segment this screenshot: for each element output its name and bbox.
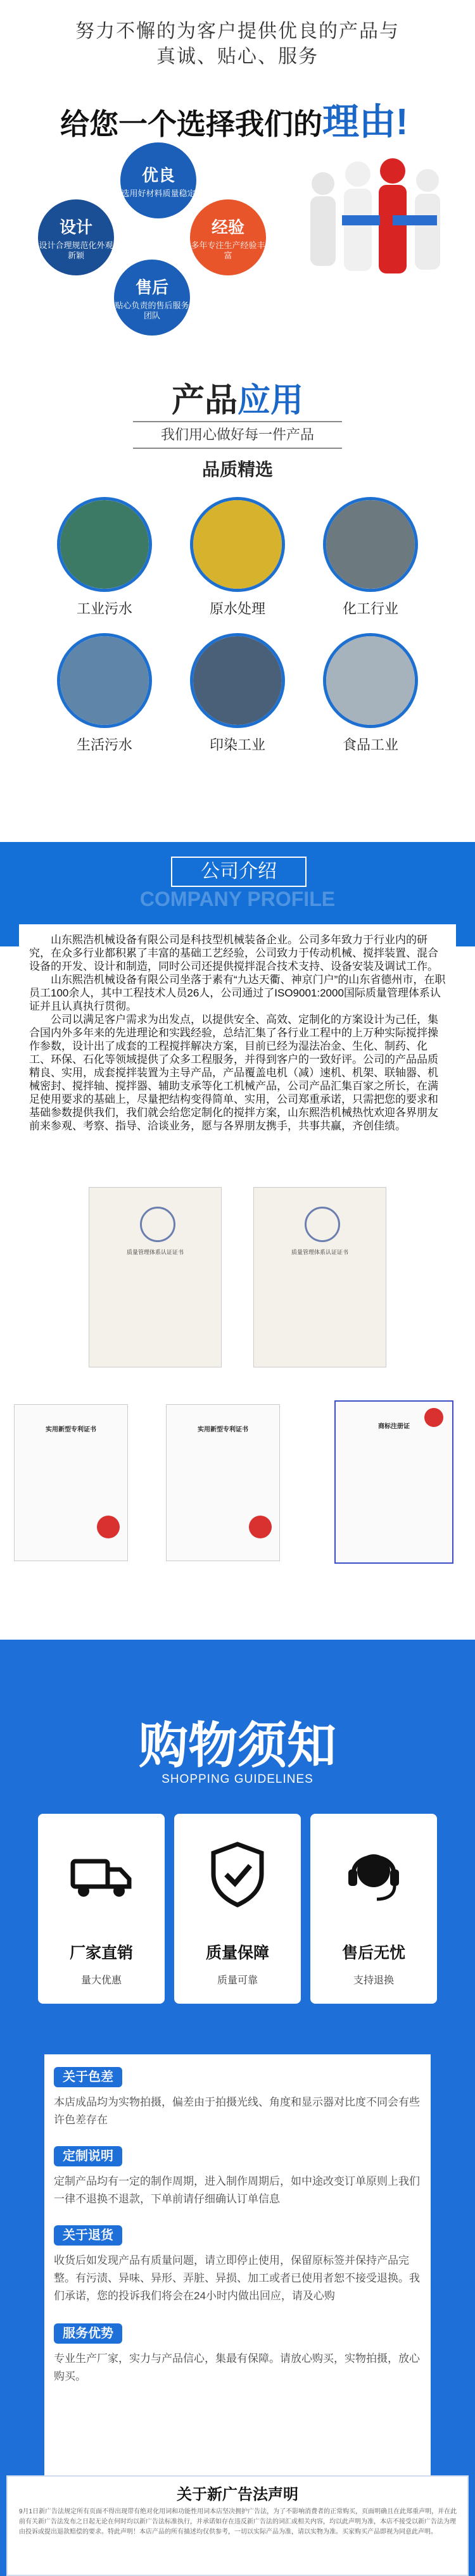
section-tag-custom: 定制说明 <box>54 2146 122 2166</box>
title-prefix: 给您一个选择我们的 <box>60 108 322 141</box>
reason-quality <box>120 142 196 218</box>
company-ghost-text: COMPANY PROFILE <box>139 888 336 910</box>
certificate-title: 实用新型专利证书 <box>46 1426 96 1433</box>
certificate-title: 商标注册证 <box>378 1423 410 1430</box>
title-suffix: ! <box>396 101 408 142</box>
reason-experience <box>190 199 266 275</box>
red-stamp <box>97 1516 120 1538</box>
reason-title: 优良 <box>141 165 175 185</box>
card-label: 厂家直销 <box>69 1944 133 1962</box>
products-title-prefix: 产品 <box>171 382 238 419</box>
hero-section <box>0 0 475 355</box>
section-text: 定制产品均有一定的制作周期，进入制作周期后，如中途改变订单原则上我们一律不退换不退款，下单前请仔细确认订单信息 <box>54 2175 420 2205</box>
certificate-seal <box>305 1207 340 1242</box>
products-title <box>0 374 475 421</box>
reason-desc: 设计合理规范化外观新颖 <box>39 240 113 260</box>
reason-title: 经验 <box>211 217 244 237</box>
product-image-food <box>323 633 418 728</box>
team-people-illustration <box>298 146 456 298</box>
section-tag-service: 服务优势 <box>54 2323 122 2344</box>
shopping-subtitle: SHOPPING GUIDELINES <box>162 1773 314 1786</box>
card-desc: 量大优惠 <box>80 1975 122 1986</box>
emblem <box>424 1408 443 1427</box>
product-label: 工业污水 <box>76 601 132 617</box>
tagline-line2: 真诚、贴心、服务 <box>156 46 319 67</box>
section-text: 本店成品均为实物拍摄，偏差由于拍摄光线、角度和显示器对比度不同会有些许色差存在 <box>54 2096 420 2126</box>
red-stamp <box>249 1516 272 1538</box>
section-tag-returns: 关于退货 <box>54 2225 122 2246</box>
company-title: 公司介绍 <box>171 857 307 887</box>
card-aftersales <box>310 1814 437 2004</box>
product-image-domestic-sewage <box>57 633 152 728</box>
ad-law-notice <box>6 2475 469 2576</box>
product-image-chemical <box>323 497 418 592</box>
product-label: 化工行业 <box>342 601 398 617</box>
certificate-patent-2 <box>166 1404 280 1561</box>
company-paragraph: 山东熙浩机械设备有限公司坐落于素有“九达天衢、神京门户”的山东省德州市，在职员工100余人，其中工程技术人员26人，公司通过了ISO9001:2000国际质量管理体系认证并且认真执行贯彻。 <box>29 974 446 1012</box>
title-highlight: 理由 <box>322 101 396 142</box>
section-text: 专业生产厂家，实力与产品信心，集最有保障。请放心购买，实物拍摄，放心购买。 <box>54 2353 420 2382</box>
shopping-title: 购物须知 <box>138 1718 336 1773</box>
card-label: 质量保障 <box>205 1944 269 1962</box>
card-label: 售后无忧 <box>341 1944 405 1962</box>
product-image-raw-water <box>190 497 285 592</box>
shopping-section <box>0 1640 475 2576</box>
quality-heading: 品质精选 <box>201 460 273 479</box>
certificate-title: 实用新型专利证书 <box>198 1426 248 1433</box>
certificate-quality-system <box>89 1187 222 1367</box>
product-label: 印染工业 <box>209 737 265 753</box>
product-label: 原水处理 <box>209 601 265 617</box>
card-desc: 质量可靠 <box>217 1975 258 1986</box>
headset-icon <box>342 1839 405 1909</box>
certificate-patent-1 <box>14 1404 128 1561</box>
notice-title: 关于新广告法声明 <box>177 2486 298 2503</box>
tagline-line1: 努力不懈的为客户提供优良的产品与 <box>75 21 400 42</box>
certificate-seal <box>140 1207 175 1242</box>
reason-title: 设计 <box>59 217 92 237</box>
products-title-highlight: 应用 <box>238 382 304 419</box>
section-tag-color-difference: 关于色差 <box>54 2067 122 2087</box>
section-text: 收货后如发现产品有质量问题，请立即停止使用，保留原标签并保持产品完整。有污渍、异味、异形、弄脏、异损、加工或者已使用者恕不接受退换。我们承诺，您的投诉我们将会在24小时内做出回应，请及心购 <box>54 2254 420 2302</box>
reason-desc: 选用好材料质量稳定 <box>121 188 196 198</box>
company-paragraph: 公司以满足客户需求为出发点，以提供安全、高效、定制化的方案设计为己任，集合国内外多年来的先进理论和实践经验，总结汇集了各行业工程中的上万种实际搅拌操作参数，设计出了成套的工程搅拌解决方案，目前已经为湿法冶金、生化、制药、化工、环保、石化等领域提供了众多工程服务，并得到客户的一致好评。公司的产品品质精良、实用，成套搅拌装置为主导产品，产品覆盖电机（减）速机、机架、联轴器、机械密封、搅拌轴、搅拌器、辅助支承等化工机械产品，公司产品汇集百家之所长，在满足使用要求的基础上，尽量把结构变得简单、实用，公司郑重承诺，只需把您的要求和基础参数提供我们，我们就会给您定制化的搅拌方案，山东熙浩机械热忱欢迎各界朋友前来参观、考察、指导、洽谈业务，愿与各界朋友携手，共事共赢，齐创佳绩。 <box>29 1014 438 1132</box>
reason-desc: 多年专注生产经验丰富 <box>191 240 265 260</box>
hero-tagline <box>0 19 475 70</box>
certificate-quality-system-2 <box>253 1187 386 1367</box>
reason-design <box>38 199 114 275</box>
certificate-trademark <box>334 1400 453 1564</box>
product-label: 食品工业 <box>342 737 398 753</box>
products-section <box>0 355 475 798</box>
product-image-industrial-wastewater <box>57 497 152 592</box>
certificate-title: 质量管理体系认证证书 <box>291 1249 348 1255</box>
products-subtitle: 我们用心做好每一件产品 <box>133 421 342 449</box>
company-intro-text <box>19 924 456 1141</box>
notice-text: 9月1日新广告法规定所有页面不得出现带有绝对化用词和功能性用词本店坚决拥护广告法，为了不影响消费者的正常购买，页面明确且在此郑重声明，并在此前有关新广告法发布之日起无论在何时均以新广告法标准执行，并承诺如存在违反新广告法的词汇或相关内容，均以此声明为准，本店不接受以新广告法为理由投诉或提出退款赔偿的要求。特此声明！本店产品的所有描述均仅供参考，一切以实际产品为准，请以实物为准。买家购买产品即视为同意此声明。 <box>19 2508 457 2535</box>
reason-aftersales <box>114 260 190 336</box>
card-desc: 支持退换 <box>353 1975 394 1986</box>
certificate-title: 质量管理体系认证证书 <box>126 1249 184 1255</box>
company-paragraph: 山东熙浩机械设备有限公司是科技型机械装备企业。公司多年致力于行业内的研究，在众多行业都积累了丰富的基础工艺经验，公司致力于传动机械、搅拌装置、混合设备的开发、设计和制造，同时公司还提供搅拌混合技术支持、设备安装及调试工作。 <box>29 934 438 972</box>
product-label: 生活污水 <box>76 737 132 753</box>
hero-title <box>60 92 408 145</box>
shield-check-icon <box>206 1839 269 1909</box>
truck-icon <box>70 1839 133 1909</box>
company-section <box>0 823 475 1627</box>
card-quality-guarantee <box>174 1814 301 2004</box>
product-image-dyeing <box>190 633 285 728</box>
reason-title: 售后 <box>135 277 168 297</box>
reason-desc: 贴心负责的售后服务团队 <box>115 300 189 320</box>
card-factory-direct <box>38 1814 165 2004</box>
